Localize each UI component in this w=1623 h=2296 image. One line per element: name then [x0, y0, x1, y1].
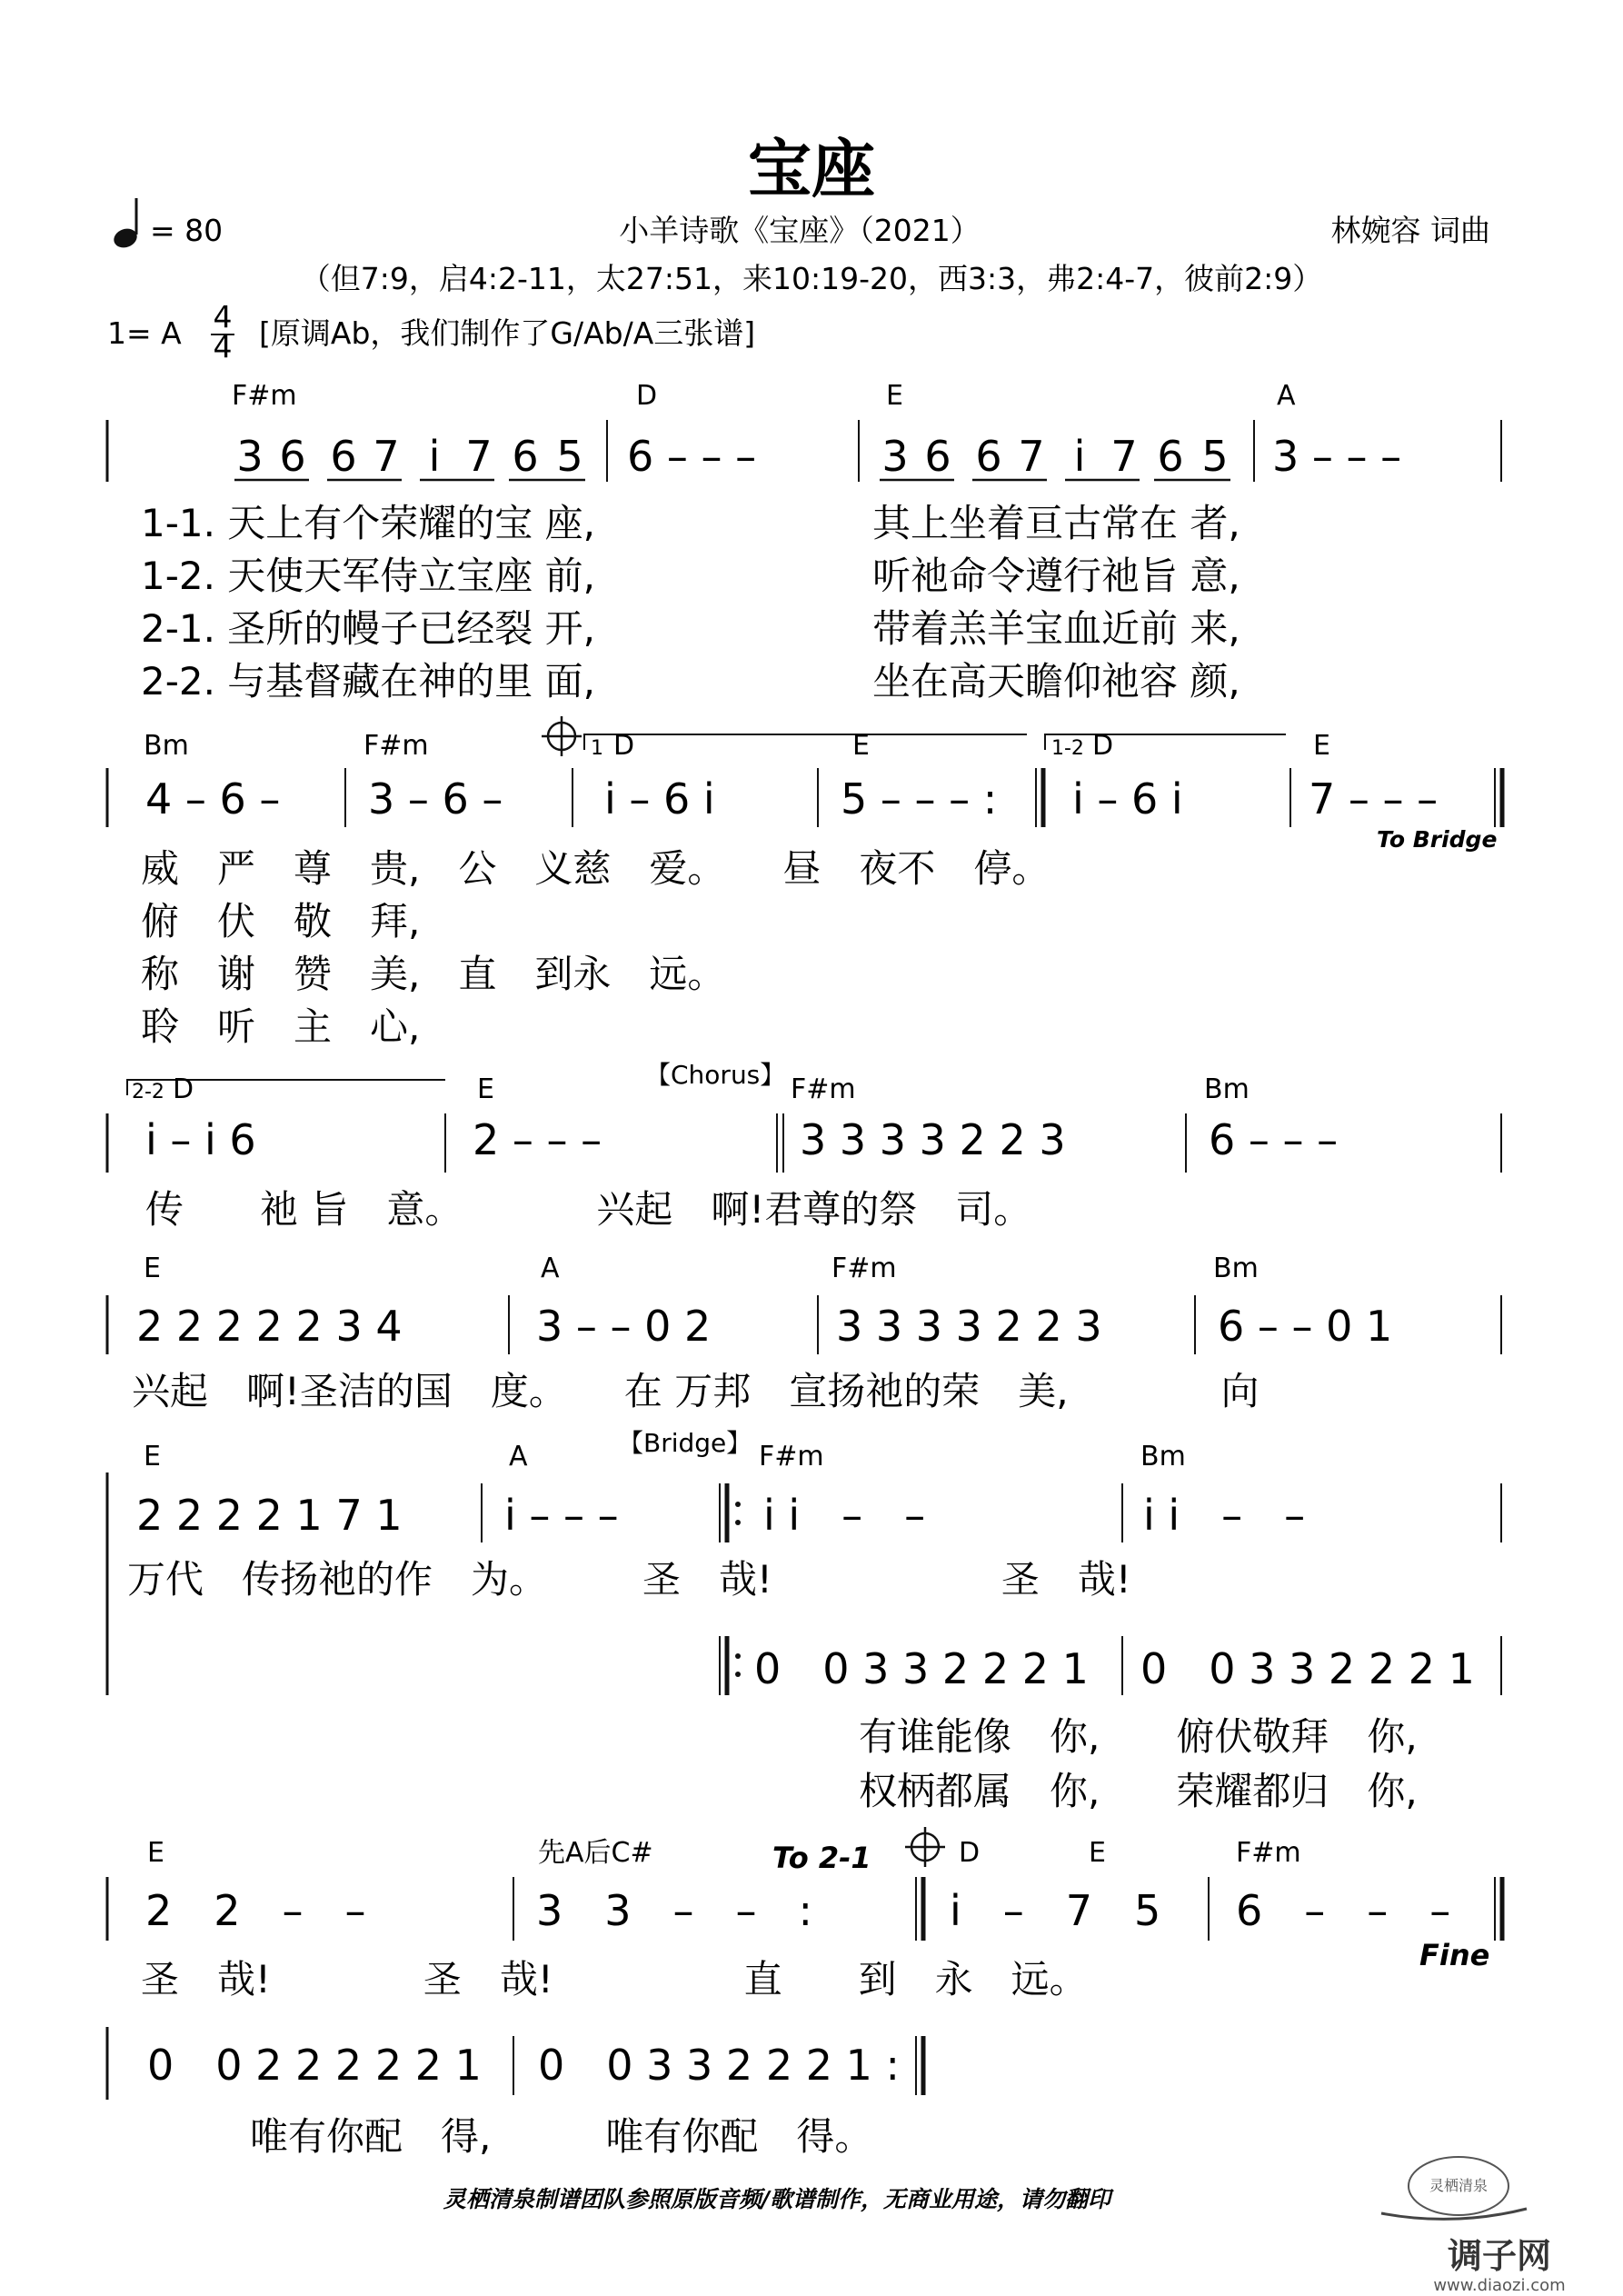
note-group: 6 – – – [1209, 1115, 1339, 1164]
chord-fsm: F#m [831, 1253, 897, 1284]
chord-e: E [886, 380, 903, 412]
to-2-1-marking: To 2-1 [772, 1841, 871, 1875]
note: 3 – – – [1272, 432, 1402, 481]
quarter-note-icon [111, 198, 139, 251]
note: 5 [1201, 432, 1229, 481]
lyric-line: 2-1. 圣所的幔子已经裂 开, [141, 606, 596, 651]
chord-e: E [144, 1441, 161, 1472]
note-group: i – 6 i [604, 774, 715, 824]
note: 6 [279, 432, 306, 481]
system-4 [107, 1253, 1501, 1413]
chord-bm: Bm [1213, 1253, 1259, 1284]
lyric-line: 聆 听 主 心, [141, 1004, 421, 1049]
song-source: 小羊诗歌《宝座》（2021） [619, 213, 981, 248]
system-7 [107, 1827, 1502, 2002]
note-group: 6 – – 0 1 [1218, 1302, 1393, 1351]
lyric-line: 其上坐着亘古常在 者, [872, 501, 1240, 545]
note-group: 2 2 2 2 1 7 1 [136, 1491, 403, 1540]
lyric-line: 威 严 尊 贵, 公 义慈 爱。 昼 夜不 停。 [141, 846, 1050, 891]
logo-text: 灵栖清泉 [1429, 2177, 1489, 2194]
note: 3 [881, 432, 909, 481]
volta-22-label: 2-2 [132, 1081, 164, 1103]
chord-a: A [1277, 380, 1296, 412]
chord-e: E [1089, 1837, 1106, 1869]
note-group: 0 0 3 3 2 2 2 1 : [538, 2041, 900, 2090]
note-group: i – – – [504, 1491, 619, 1540]
system-1 [107, 380, 1501, 704]
lyric-line: 圣 哉! 圣 哉! 直 到 永 远。 [141, 1957, 1088, 2002]
lyric-line: 听祂命令遵行祂旨 意, [872, 554, 1240, 598]
chord-a: A [509, 1441, 528, 1472]
note-group: 0 0 2 2 2 2 2 1 [147, 2041, 482, 2090]
lyric-line: 2-2. 与基督藏在神的里 面, [141, 659, 596, 704]
note-group: 2 2 – – [145, 1886, 366, 1935]
chord-d: D [173, 1073, 194, 1105]
site-url: www.diaozi.com [1433, 2276, 1566, 2295]
time-signature-top: 4 [213, 299, 233, 334]
system-8 [107, 2027, 923, 2159]
volta-1-label: 1 [591, 737, 603, 760]
note: 6 – – – [627, 432, 757, 481]
system-5 [107, 1428, 1501, 1602]
system-3 [107, 1060, 1501, 1232]
chord-d: D [1092, 730, 1114, 762]
fine-marking: Fine [1419, 1938, 1490, 1972]
note-group: 5 – – – : [841, 774, 998, 824]
note-group: 6 – – – [1236, 1886, 1451, 1935]
note-group: 3 – 6 – [368, 774, 503, 824]
lyric-line: 1-1. 天上有个荣耀的宝 座, [141, 501, 596, 545]
key-signature: 1= A [107, 315, 182, 351]
chord-e: E [477, 1073, 494, 1105]
note: 3 [236, 432, 264, 481]
note: 6 [330, 432, 357, 481]
chord-fsm: F#m [1236, 1837, 1301, 1869]
note-group: 2 2 2 2 2 3 4 [136, 1302, 403, 1351]
chord-e: E [147, 1837, 164, 1869]
note: 5 [556, 432, 583, 481]
lyric-line: 俯 伏 敬 拜, [141, 899, 421, 943]
volta-12-label: 1-2 [1051, 737, 1084, 760]
note-group: 0 0 3 3 2 2 2 1 [754, 1644, 1089, 1693]
lyric-line: 传 祂 旨 意。 兴起 啊!君尊的祭 司。 [145, 1187, 1032, 1232]
time-signature-bottom: 4 [213, 329, 233, 364]
song-title: 宝座 [748, 132, 875, 206]
note: 6 [924, 432, 951, 481]
chord-a: A [541, 1253, 560, 1284]
note: i [428, 432, 441, 481]
chord-bm: Bm [1140, 1441, 1186, 1472]
sheep-logo [1381, 2157, 1527, 2219]
footer-credit: 灵栖清泉制谱团队参照原版音频/歌谱制作，无商业用途，请勿翻印 [443, 2186, 1111, 2212]
lyric-line: 万代 传扬祂的作 为。 圣 哉! 圣 哉! [127, 1557, 1131, 1602]
scripture-references: （但7:9，启4:2-11，太27:51，来10:19-20，西3:3，弗2:4-7，彼前2:9） [300, 261, 1323, 296]
note-group: 0 0 3 3 2 2 2 1 [1140, 1644, 1475, 1693]
chord-e: E [852, 730, 870, 762]
chord-bm: Bm [144, 730, 189, 762]
note-group: i – 7 5 [950, 1886, 1161, 1935]
note: 7 [1018, 432, 1045, 481]
note: 7 [373, 432, 400, 481]
note: i [1073, 432, 1086, 481]
key-note: [原调Ab，我们制作了G/Ab/A三张谱] [259, 315, 756, 351]
system-2 [107, 716, 1502, 1049]
lyric-line: 1-2. 天使天军侍立宝座 前, [141, 554, 596, 598]
note-group: 2 – – – [473, 1115, 602, 1164]
note: 7 [465, 432, 493, 481]
note: 6 [1157, 432, 1184, 481]
chord-bm: Bm [1204, 1073, 1250, 1105]
note: 7 [1110, 432, 1138, 481]
note-group: 3 3 3 3 2 2 3 [800, 1115, 1066, 1164]
coda-icon [542, 716, 582, 756]
chord-fsm: F#m [759, 1441, 824, 1472]
note-group: i – 6 i [1072, 774, 1183, 824]
lyric-line: 带着羔羊宝血近前 来, [872, 606, 1240, 651]
note-group: 4 – 6 – [145, 774, 281, 824]
note-group: i i – – [763, 1491, 926, 1540]
chord-d: D [636, 380, 658, 412]
chord-fsm: F#m [232, 380, 297, 412]
lyric-line: 坐在高天瞻仰祂容 颜, [872, 659, 1240, 704]
chord-fsm: F#m [363, 730, 429, 762]
chord-e: E [1313, 730, 1330, 762]
lyric-line: 兴起 啊!圣洁的国 度。 在 万邦 宣扬祂的荣 美, 向 [132, 1369, 1260, 1413]
to-bridge-marking: To Bridge [1377, 826, 1498, 853]
note-group: 7 – – – [1309, 774, 1439, 824]
coda-icon [905, 1827, 945, 1867]
lyric-line: 有谁能像 你, 俯伏敬拜 你, [859, 1714, 1418, 1759]
note-group: 3 3 – – : [536, 1886, 813, 1935]
chord-e: E [144, 1253, 161, 1284]
note: 6 [975, 432, 1002, 481]
lyric-line: 权柄都属 你, 荣耀都归 你, [859, 1769, 1418, 1813]
note-group: 3 3 3 3 2 2 3 [836, 1302, 1102, 1351]
note: 6 [512, 432, 539, 481]
lyric-line: 称 谢 赞 美, 直 到永 远。 [141, 952, 726, 996]
chord-a-then-csharp: 先A后C# [538, 1837, 653, 1869]
chord-d: D [959, 1837, 981, 1869]
note-group: i – i 6 [145, 1115, 256, 1164]
chord-fsm: F#m [791, 1073, 856, 1105]
site-watermark: 调子网 [1447, 2236, 1552, 2276]
bridge-tag: 【Bridge】 [618, 1428, 752, 1458]
note-group: 3 – – 0 2 [536, 1302, 712, 1351]
chorus-tag: 【Chorus】 [645, 1060, 786, 1090]
chord-d: D [613, 730, 635, 762]
song-author: 林婉容 词曲 [1330, 213, 1490, 248]
note-group: i i – – [1143, 1491, 1306, 1540]
lyric-line: 唯有你配 得, 唯有你配 得。 [250, 2114, 873, 2159]
tempo-marking: = 80 [150, 213, 224, 248]
